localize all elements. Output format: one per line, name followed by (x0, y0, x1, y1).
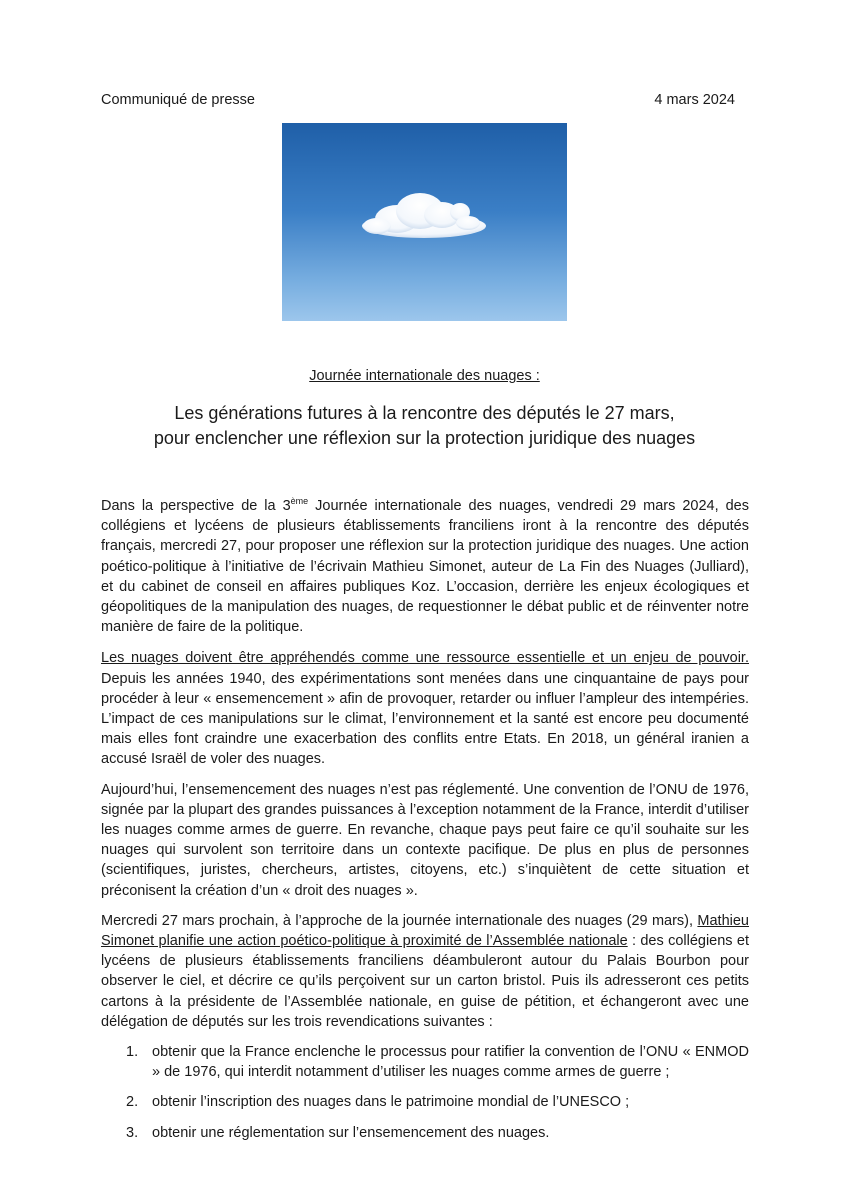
paragraph-action-rest: : des collégiens et lycéens de plusieurs établissements franciliens déambuleront autour du Palais Bourbon pour observer le ciel, et décrire ce qu’ils perçoivent sur un carton bristol. Puis ils adresseront ces petits cartons à la présidente de l’Assemblée nationale, en guise de pétition, et échangeront avec une délégation de députés sur les trois revendications suivantes : (101, 933, 749, 1030)
list-number: 3. (126, 1124, 139, 1141)
paragraph-action-start: Mercredi 27 mars prochain, à l’approche de la journée internationale des nuages (29 mars), (101, 912, 698, 929)
paragraph-resource (101, 648, 749, 769)
paragraph-action (101, 911, 749, 1032)
paragraph-resource-text: Depuis les années 1940, des expérimentations sont menées dans une cinquantaine de pays pour procéder à leur « ensemencement » afin de provoquer, retarder ou influer l’ampleur des intempéries. L’impact de ces manipulations sur le climat, l’environnement et la santé est encore peu documenté mais elles font craindre une exacerbation des conflits entre Etats. En 2018, un général iranien a accusé Israël de voler des nuages. (101, 670, 749, 768)
intro-text-start: Dans la perspective de la 3 (101, 498, 291, 514)
underlined-statement: Les nuages doivent être appréhendés comme une ressource essentielle et un enjeu de pouvoir. (101, 650, 749, 667)
kicker-heading: Journée internationale des nuages : (309, 368, 540, 384)
list-item-text: obtenir l’inscription des nuages dans le patrimoine mondial de l’UNESCO ; (152, 1094, 630, 1111)
intro-paragraph (101, 496, 749, 637)
paragraph-regulation: Aujourd’hui, l’ensemencement des nuages n’est pas réglementé. Une convention de l’ONU de 1976, signée par la plupart des grandes puissances à l’exception notamment de la France, interdit d’utiliser les nuages comme armes de guerre. En revanche, chaque pays peut faire ce qu’il souhaite sur les nuages qui survolent son territoire dans un contexte pacifique. De plus en plus de personnes (scientifiques, juristes, chercheurs, artistes, citoyens, etc.) s’inquiètent de cette situation et préconisent la création d’un « droit des nuages ». (101, 781, 749, 899)
list-number: 1. (126, 1044, 139, 1061)
list-item (101, 1092, 749, 1112)
list-item-text: obtenir une réglementation sur l’ensemencement des nuages. (152, 1124, 550, 1141)
list-item (101, 1042, 749, 1082)
cloud-sky-photo (282, 123, 567, 321)
press-release-title (0, 401, 849, 451)
underlined-action: Mathieu Simonet planifie une action poético-politique à proximité de l’Assemblée nationale (101, 912, 749, 950)
list-item (101, 1123, 749, 1143)
cloud-icon (282, 123, 567, 321)
release-date: 4 mars 2024 (654, 92, 735, 108)
demands-list (101, 1042, 749, 1143)
intro-text-rest: Journée internationale des nuages, vendredi 29 mars 2024, des collégiens et lycéens de plusieurs établissements franciliens iront à la rencontre des députés français, mercredi 27, pour proposer une réflexion sur la protection juridique des nuages. Une action poético-politique à l’initiative de l’écrivain Mathieu Simonet, auteur de La Fin des Nuages (Julliard), et du cabinet de conseil en affaires publiques Koz. L’occasion, derrière les enjeux écologiques et géopolitiques de la manipulation des nuages, de requestionner le débat public et de réinventer notre manière de faire de la politique. (101, 498, 749, 636)
list-item-text: obtenir que la France enclenche le processus pour ratifier la convention de l’ONU « ENMOD » de 1976, qui interdit notamment d’utiliser les nuages comme armes de guerre ; (152, 1044, 749, 1081)
title-line-1: Les générations futures à la rencontre des députés le 27 mars, (174, 403, 675, 423)
document-type: Communiqué de presse (101, 92, 255, 108)
press-release-body (101, 496, 749, 1153)
title-line-2: pour enclencher une réflexion sur la protection juridique des nuages (153, 428, 696, 448)
ordinal-superscript: ème (290, 496, 309, 507)
list-number: 2. (126, 1094, 139, 1111)
